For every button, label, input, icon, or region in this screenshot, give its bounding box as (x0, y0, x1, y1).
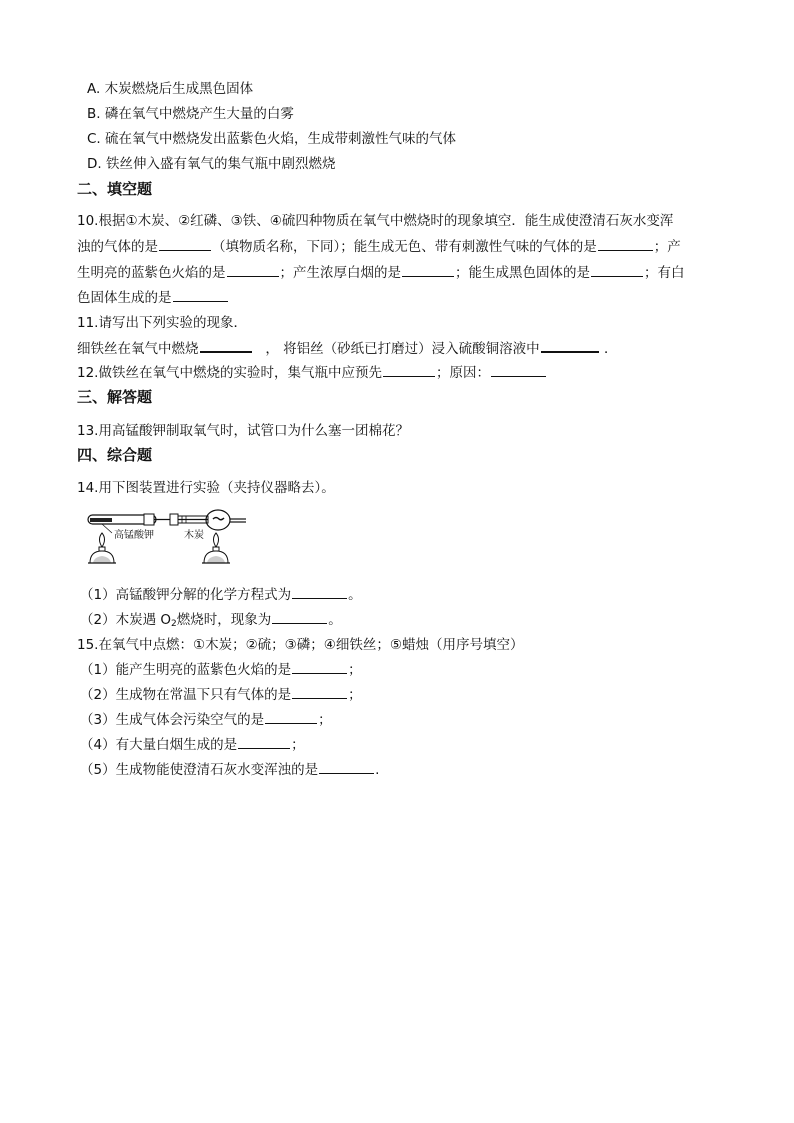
q11-text: 细铁丝在氧气中燃烧 (77, 341, 199, 357)
q10-text: ；有白 (644, 265, 685, 281)
q15-sub1 (80, 661, 362, 679)
q12-text: 12.做铁丝在氧气中燃烧的实验时，集气瓶中应预先 (77, 365, 382, 381)
section-heading-answer: 三、解答题 (77, 388, 153, 406)
q15-text: （3）生成气体会污染空气的是 (80, 712, 265, 728)
q10-text: 生明亮的蓝紫色火焰的是 (77, 265, 226, 281)
apparatus-diagram (86, 505, 256, 577)
answer-blank[interactable] (292, 661, 347, 674)
q14-sub2 (80, 611, 342, 633)
q14-text: （1）高锰酸钾分解的化学方程式为 (80, 587, 292, 603)
q10-line1: 10.根据①木炭、②红磷、③铁、④硫四种物质在氧气中燃烧时的现象填空．能生成使澄清石灰水变浑 (77, 213, 674, 229)
q15-sub3 (80, 711, 332, 729)
alcohol-lamp (202, 533, 230, 563)
answer-blank[interactable] (200, 339, 252, 353)
answer-blank[interactable] (173, 289, 228, 302)
q10-text: ；产 (653, 239, 681, 255)
answer-blank[interactable] (541, 339, 599, 353)
connecting-tube (144, 514, 208, 525)
q13-text: 13.用高锰酸钾制取氧气时，试管口为什么塞一团棉花？ (77, 423, 409, 439)
q10-line2 (77, 238, 681, 256)
label-kmno4: 高锰酸钾 (114, 530, 154, 541)
answer-blank[interactable] (292, 686, 347, 699)
option-d: D. 铁丝伸入盛有氧气的集气瓶中剧烈燃烧 (87, 156, 336, 172)
answer-blank[interactable] (598, 238, 653, 251)
q12-text: ；原因： (435, 365, 490, 381)
q11-line1: 11.请写出下列实验的现象． (77, 315, 247, 331)
bulb-tube (206, 510, 246, 530)
answer-blank[interactable] (319, 761, 374, 774)
q14-text: 。 (328, 612, 342, 628)
q15-text: （4）有大量白烟生成的是 (80, 737, 238, 753)
section-heading-comprehensive: 四、综合题 (77, 446, 153, 464)
answer-blank[interactable] (265, 711, 317, 724)
q10-text: ；产生浓厚白烟的是 (279, 265, 401, 281)
q15-text: 15.在氧气中点燃：①木炭；②硫；③磷；④细铁丝；⑤蜡烛（用序号填空） (77, 637, 524, 653)
q14-text: 。 (348, 587, 362, 603)
subscript: 2 (171, 619, 177, 629)
q11-text: ， 将铝丝（砂纸已打磨过）浸入硫酸铜溶液中 (265, 341, 540, 357)
q14-text: 燃烧时，现象为 (176, 612, 272, 628)
q15-text: ； (318, 712, 332, 728)
answer-blank[interactable] (383, 364, 435, 377)
q10-text: 色固体生成的是 (77, 290, 172, 306)
answer-blank[interactable] (272, 611, 327, 624)
q14-text: （2）木炭遇 O (80, 612, 172, 628)
q15-text: （1）能产生明亮的蓝紫色火焰的是 (80, 662, 292, 678)
answer-blank[interactable] (159, 238, 211, 251)
q15-sub2 (80, 686, 362, 704)
q14-text: 14.用下图装置进行实验（夹持仪器略去）。 (77, 480, 335, 496)
q15-text: ； (348, 687, 362, 703)
answer-blank[interactable] (238, 736, 290, 749)
q10-line4 (77, 289, 229, 307)
option-b: B. 磷在氧气中燃烧产生大量的白雾 (87, 106, 294, 122)
q15-text: （5）生成物能使澄清石灰水变浑浊的是 (80, 762, 319, 778)
q15-sub4 (80, 736, 305, 754)
q11-text: ． (603, 341, 618, 357)
q11-line2 (77, 339, 617, 358)
answer-blank[interactable] (402, 264, 454, 277)
q15-text: ； (348, 662, 362, 678)
section-heading-fill-in: 二、填空题 (77, 180, 153, 198)
q15-text: （2）生成物在常温下只有气体的是 (80, 687, 292, 703)
alcohol-lamp (88, 533, 116, 563)
q15-text: . (375, 762, 380, 778)
q12-line (77, 364, 547, 382)
answer-blank[interactable] (292, 586, 347, 599)
answer-blank[interactable] (491, 364, 546, 377)
label-charcoal: 木炭 (184, 530, 204, 541)
q10-text: ；能生成黑色固体的是 (455, 265, 590, 281)
q10-text: （填物质名称，下同）；能生成无色、带有刺激性气味的气体的是 (212, 239, 597, 255)
q15-text: ； (291, 737, 305, 753)
q14-sub1 (80, 586, 362, 604)
option-c: C. 硫在氧气中燃烧发出蓝紫色火焰，生成带刺激性气味的气体 (87, 131, 457, 147)
q15-sub5 (80, 761, 379, 779)
answer-blank[interactable] (227, 264, 279, 277)
q10-text: 浊的气体的是 (77, 239, 158, 255)
option-a: A. 木炭燃烧后生成黑色固体 (87, 81, 254, 97)
q10-line3 (77, 264, 685, 282)
answer-blank[interactable] (591, 264, 643, 277)
